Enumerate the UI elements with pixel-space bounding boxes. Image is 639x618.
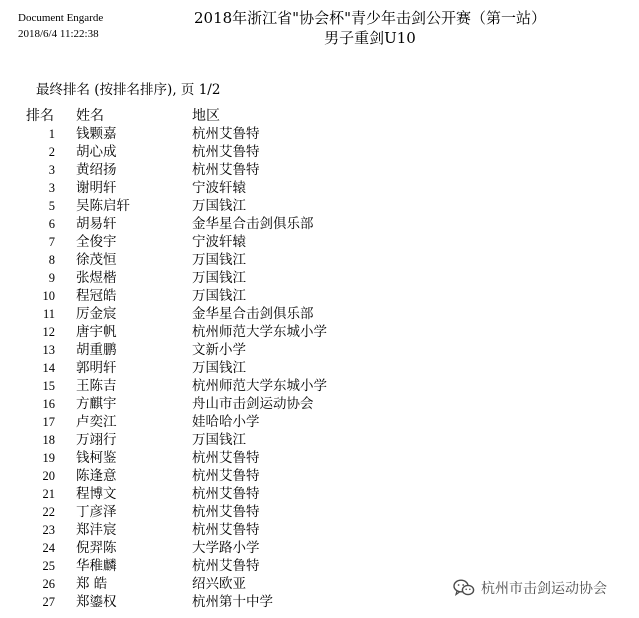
table-row — [22, 449, 492, 467]
name-cell: 胡重鹏 — [76, 342, 117, 358]
name-cell: 胡心成 — [76, 144, 117, 160]
table-row — [22, 341, 492, 359]
region-cell: 杭州第十中学 — [192, 594, 273, 610]
table-row — [22, 125, 492, 143]
name-cell: 程冠皓 — [76, 288, 117, 304]
name-cell: 卢奕江 — [76, 414, 117, 430]
table-row — [22, 233, 492, 251]
name-cell: 钱颗嘉 — [76, 126, 117, 142]
rank-cell: 26 — [42, 577, 55, 591]
print-timestamp: 2018/6/4 11:22:38 — [18, 28, 99, 40]
region-cell: 大学路小学 — [192, 540, 260, 556]
region-cell: 万国钱江 — [192, 288, 246, 304]
table-row — [22, 215, 492, 233]
name-cell: 钱柯鉴 — [76, 450, 117, 466]
competition-title: 2018年浙江省"协会杯"青少年击剑公开赛（第一站） — [194, 9, 546, 27]
name-cell: 张煜楷 — [76, 270, 117, 286]
rank-cell: 8 — [48, 253, 55, 267]
region-cell: 宁波轩辕 — [192, 234, 246, 250]
table-row — [22, 143, 492, 161]
name-cell: 徐茂恒 — [76, 252, 117, 268]
region-cell: 万国钱江 — [192, 252, 246, 268]
table-row — [22, 593, 492, 611]
table-row — [22, 557, 492, 575]
region-cell: 金华星合击剑俱乐部 — [192, 306, 314, 322]
table-row — [22, 305, 492, 323]
table-row — [22, 395, 492, 413]
rank-cell: 27 — [42, 595, 55, 609]
rank-cell: 15 — [42, 379, 55, 393]
region-cell: 万国钱江 — [192, 270, 246, 286]
rank-cell: 1 — [48, 127, 55, 141]
name-cell: 郑鎏权 — [76, 594, 117, 610]
table-row — [22, 359, 492, 377]
name-cell: 厉金宸 — [76, 306, 117, 322]
table-row — [22, 287, 492, 305]
table-header-row — [22, 104, 492, 125]
rank-cell: 25 — [42, 559, 55, 573]
table-row — [22, 503, 492, 521]
rank-cell: 13 — [42, 343, 55, 357]
rank-cell: 6 — [48, 217, 55, 231]
table-row — [22, 197, 492, 215]
rank-cell: 17 — [42, 415, 55, 429]
region-cell: 万国钱江 — [192, 360, 246, 376]
table-row — [22, 575, 492, 593]
table-row — [22, 377, 492, 395]
name-cell: 郭明轩 — [76, 360, 117, 376]
region-cell: 杭州艾鲁特 — [192, 126, 260, 142]
table-row — [22, 539, 492, 557]
rank-cell: 14 — [42, 361, 55, 375]
name-cell: 丁彦泽 — [76, 504, 117, 520]
rank-cell: 20 — [42, 469, 55, 483]
name-cell: 方麒宇 — [76, 396, 117, 412]
rank-cell: 18 — [42, 433, 55, 447]
rank-cell: 22 — [42, 505, 55, 519]
column-header-name: 姓名 — [76, 108, 104, 124]
region-cell: 绍兴欧亚 — [192, 576, 246, 592]
rank-cell: 3 — [48, 163, 55, 177]
name-cell: 黄绍扬 — [76, 162, 117, 178]
region-cell: 文新小学 — [192, 342, 246, 358]
region-cell: 宁波轩辕 — [192, 180, 246, 196]
rank-cell: 7 — [48, 235, 55, 249]
region-cell: 万国钱江 — [192, 432, 246, 448]
region-cell: 杭州艾鲁特 — [192, 162, 260, 178]
name-cell: 郑沣宸 — [76, 522, 117, 538]
name-cell: 谢明轩 — [76, 180, 117, 196]
table-row — [22, 323, 492, 341]
name-cell: 王陈吉 — [76, 378, 117, 394]
ranking-table — [22, 104, 492, 611]
region-cell: 杭州艾鲁特 — [192, 558, 260, 574]
document-meta — [18, 10, 103, 42]
region-cell: 杭州艾鲁特 — [192, 522, 260, 538]
table-row — [22, 251, 492, 269]
name-cell: 程博文 — [76, 486, 117, 502]
column-header-rank: 排名 — [26, 108, 54, 124]
column-header-region: 地区 — [192, 108, 220, 124]
rank-cell: 10 — [42, 289, 55, 303]
rank-cell: 19 — [42, 451, 55, 465]
name-cell: 吴陈启轩 — [76, 198, 130, 214]
name-cell: 万翊行 — [76, 432, 117, 448]
table-row — [22, 521, 492, 539]
region-cell: 杭州艾鲁特 — [192, 504, 260, 520]
rank-cell: 11 — [42, 307, 55, 321]
table-row — [22, 467, 492, 485]
region-cell: 娃哈哈小学 — [192, 414, 260, 430]
software-name: Document Engarde — [18, 12, 104, 24]
name-cell: 胡易轩 — [76, 216, 117, 232]
table-row — [22, 179, 492, 197]
name-cell: 郑 皓 — [76, 576, 108, 592]
region-cell: 杭州师范大学东城小学 — [192, 378, 327, 394]
region-cell: 万国钱江 — [192, 198, 246, 214]
table-row — [22, 269, 492, 287]
table-row — [22, 413, 492, 431]
rank-cell: 3 — [48, 181, 55, 195]
rank-cell: 2 — [48, 145, 55, 159]
watermark-text: 杭州市击剑运动协会 — [481, 581, 607, 597]
ranking-rows — [22, 125, 492, 611]
watermark — [453, 578, 607, 598]
rank-cell: 24 — [42, 541, 55, 555]
region-cell: 金华星合击剑俱乐部 — [192, 216, 314, 232]
rank-cell: 12 — [42, 325, 55, 339]
wechat-icon — [453, 579, 475, 597]
list-subtitle: 最终排名 (按排名排序), 页 1/2 — [36, 82, 221, 98]
region-cell: 杭州师范大学东城小学 — [192, 324, 327, 340]
table-row — [22, 485, 492, 503]
name-cell: 华稚麟 — [76, 558, 117, 574]
region-cell: 杭州艾鲁特 — [192, 144, 260, 160]
name-cell: 唐宇帆 — [76, 324, 117, 340]
name-cell: 全俊宇 — [76, 234, 117, 250]
event-name: 男子重剑U10 — [324, 29, 416, 47]
region-cell: 舟山市击剑运动协会 — [192, 396, 314, 412]
rank-cell: 21 — [42, 487, 55, 501]
rank-cell: 5 — [48, 199, 55, 213]
region-cell: 杭州艾鲁特 — [192, 468, 260, 484]
region-cell: 杭州艾鲁特 — [192, 450, 260, 466]
rank-cell: 23 — [42, 523, 55, 537]
rank-cell: 9 — [48, 271, 55, 285]
table-row — [22, 161, 492, 179]
name-cell: 陈逢意 — [76, 468, 117, 484]
table-row — [22, 431, 492, 449]
title-block — [150, 8, 590, 48]
region-cell: 杭州艾鲁特 — [192, 486, 260, 502]
name-cell: 倪羿陈 — [76, 540, 117, 556]
rank-cell: 16 — [42, 397, 55, 411]
